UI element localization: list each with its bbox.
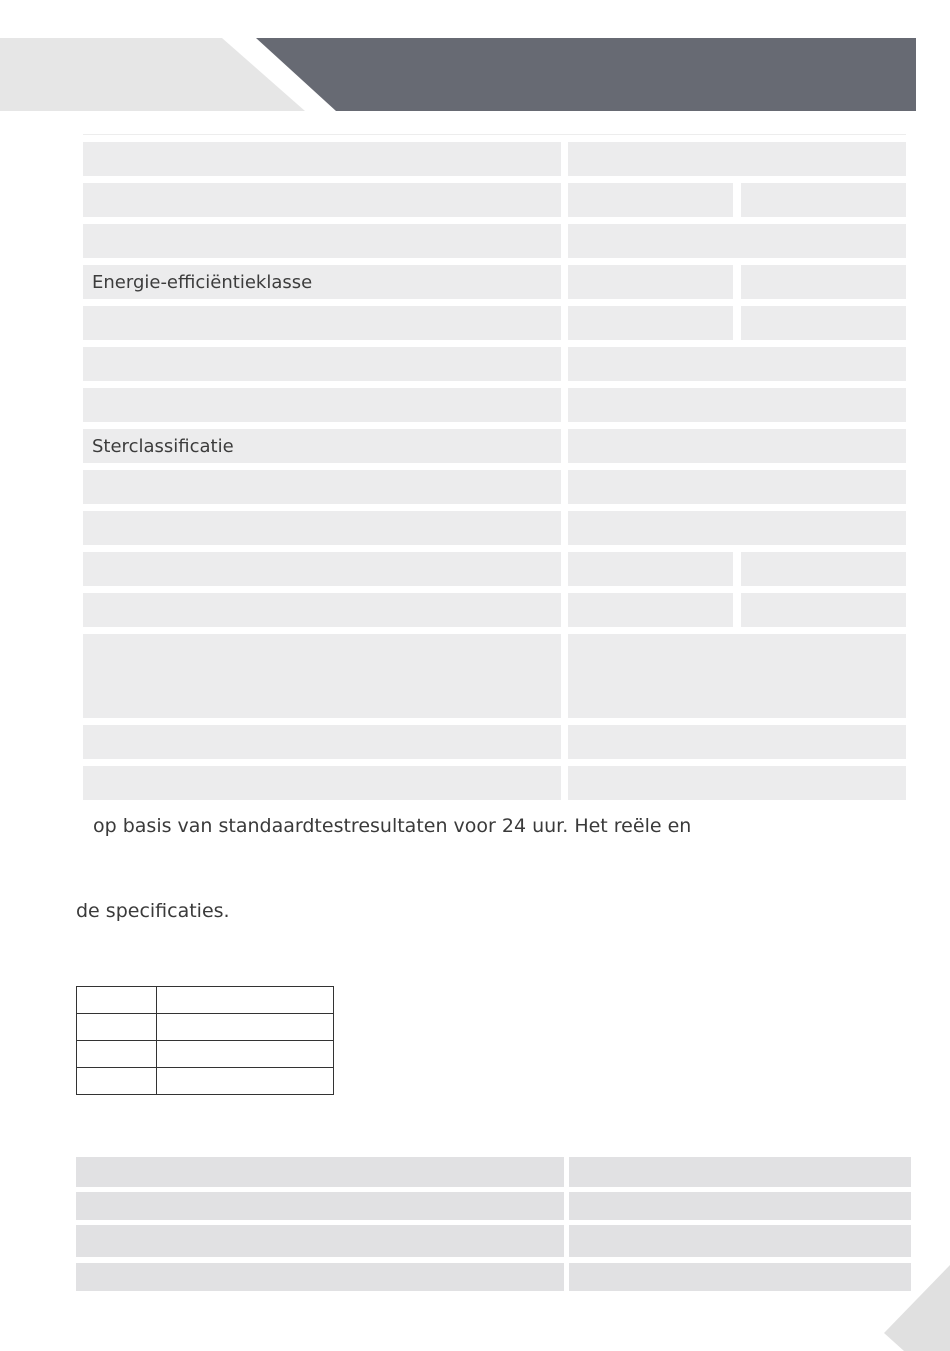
table-cell [157, 1014, 334, 1041]
spec-value-cell [568, 511, 906, 545]
spec-value-cell [741, 183, 906, 217]
spec-label: Sterclassificatie [92, 435, 234, 457]
table-cell [569, 1157, 911, 1187]
spec-label-cell [83, 552, 561, 586]
table-row [77, 1014, 334, 1041]
spec-label-cell [83, 224, 561, 258]
table-cell [77, 987, 157, 1014]
table-cell [76, 1192, 564, 1220]
table-cell [569, 1192, 911, 1220]
spec-value-cell [568, 725, 906, 759]
table-cell [569, 1225, 911, 1257]
note-line: op basis van standaardtestresultaten voor 24 uur. Het reële en [93, 815, 692, 837]
spec-label-cell [83, 265, 561, 299]
table-top-rule [83, 134, 906, 135]
spec-value-cell [568, 388, 906, 422]
table-cell [76, 1157, 564, 1187]
table-cell [77, 1014, 157, 1041]
spec-value-cell [741, 265, 906, 299]
spec-value-cell [568, 766, 906, 800]
spec-label-cell [83, 766, 561, 800]
spec-value-cell [741, 306, 906, 340]
table-cell [569, 1263, 911, 1291]
spec-value-cell [568, 347, 906, 381]
spec-label-cell [83, 429, 561, 463]
spec-value-cell [568, 183, 733, 217]
spec-label-cell [83, 306, 561, 340]
table-cell [77, 1068, 157, 1095]
table-cell [157, 1041, 334, 1068]
spec-value-cell [568, 593, 733, 627]
header-banner-dark [256, 38, 916, 111]
spec-value-cell [568, 552, 733, 586]
spec-label-cell [83, 183, 561, 217]
spec-label: Energie-efficiëntieklasse [92, 271, 313, 293]
spec-value-cell [568, 634, 906, 718]
spec-label-cell [83, 593, 561, 627]
spec-value-cell [568, 306, 733, 340]
spec-label-cell [83, 511, 561, 545]
spec-label-cell [83, 470, 561, 504]
spec-value-cell [568, 142, 906, 176]
spec-label-cell [83, 347, 561, 381]
table-cell [76, 1263, 564, 1291]
small-table [76, 986, 334, 1095]
spec-line: de specificaties. [76, 900, 230, 922]
table-cell [157, 987, 334, 1014]
spec-value-cell [568, 265, 733, 299]
spec-label-cell [83, 142, 561, 176]
table-row [77, 987, 334, 1014]
table-cell [157, 1068, 334, 1095]
table-row [77, 1041, 334, 1068]
spec-value-cell [741, 552, 906, 586]
spec-label-cell [83, 725, 561, 759]
spec-value-cell [568, 429, 906, 463]
spec-label-cell [83, 388, 561, 422]
table-cell [77, 1041, 157, 1068]
spec-value-cell [741, 593, 906, 627]
spec-value-cell [568, 470, 906, 504]
table-cell [76, 1225, 564, 1257]
spec-label-cell [83, 634, 561, 718]
spec-value-cell [568, 224, 906, 258]
table-row [77, 1068, 334, 1095]
